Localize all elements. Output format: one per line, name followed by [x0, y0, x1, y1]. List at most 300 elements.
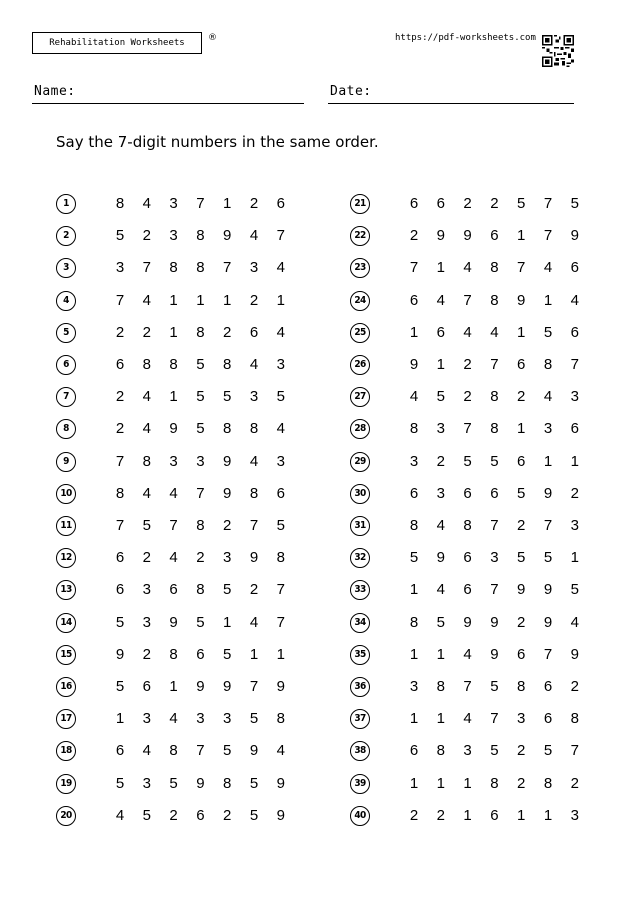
digit: 9 — [169, 420, 178, 438]
digit: 1 — [409, 581, 419, 599]
item-number: 20 — [56, 806, 76, 826]
digit: 1 — [196, 291, 205, 309]
digit: 4 — [249, 452, 259, 470]
item-number: 10 — [56, 484, 76, 504]
digit: 1 — [223, 291, 232, 309]
item-number: 11 — [56, 516, 76, 536]
digit: 1 — [436, 710, 445, 728]
digit: 3 — [169, 452, 178, 470]
digit: 4 — [543, 259, 553, 277]
item-number: 4 — [56, 291, 76, 311]
digit: 9 — [543, 484, 553, 502]
digit: 6 — [409, 742, 419, 760]
item-number: 23 — [350, 258, 370, 278]
digit: 1 — [543, 452, 553, 470]
item-number: 40 — [350, 806, 370, 826]
digit: 5 — [249, 710, 259, 728]
digit: 4 — [142, 420, 151, 438]
digit: 3 — [249, 388, 259, 406]
item-number: 3 — [56, 258, 76, 278]
brand-label: Rehabilitation Worksheets — [32, 32, 202, 54]
digit: 5 — [223, 742, 232, 760]
digit: 5 — [517, 484, 526, 502]
digit: 8 — [169, 742, 178, 760]
digit: 3 — [570, 388, 579, 406]
digit: 8 — [490, 774, 499, 792]
digit: 6 — [169, 581, 178, 599]
digit: 8 — [463, 517, 472, 534]
digit: 2 — [517, 742, 526, 760]
digit: 8 — [490, 388, 499, 406]
digit: 6 — [115, 356, 125, 373]
digit: 6 — [570, 420, 579, 438]
digit: 9 — [436, 227, 445, 245]
digit: 8 — [196, 227, 205, 245]
digit: 1 — [436, 259, 445, 277]
digit: 2 — [570, 484, 579, 502]
digit: 9 — [223, 227, 232, 245]
digit: 1 — [169, 323, 178, 341]
digit: 6 — [436, 323, 445, 341]
digit: 5 — [142, 517, 151, 534]
digit: 1 — [463, 806, 472, 824]
digit: 9 — [490, 613, 499, 631]
digit: 5 — [543, 549, 553, 567]
item-number: 31 — [350, 516, 370, 536]
digit: 9 — [249, 549, 259, 567]
digit: 9 — [223, 484, 232, 502]
digit: 5 — [490, 452, 499, 470]
digit: 2 — [409, 806, 419, 824]
digit: 8 — [196, 259, 205, 277]
digit: 2 — [463, 356, 472, 373]
digit: 1 — [276, 645, 285, 663]
digit: 9 — [463, 613, 472, 631]
digit: 7 — [490, 581, 499, 599]
digit: 3 — [409, 678, 419, 695]
digit: 8 — [223, 774, 232, 792]
digit: 4 — [436, 581, 445, 599]
digit: 2 — [115, 388, 125, 406]
digit: 9 — [223, 678, 232, 695]
digit: 5 — [570, 195, 579, 212]
digit: 3 — [142, 710, 151, 728]
digit: 7 — [490, 710, 499, 728]
digit: 6 — [249, 323, 259, 341]
digit: 7 — [276, 613, 285, 631]
digit: 4 — [249, 227, 259, 245]
digit: 8 — [436, 678, 445, 695]
item-number: 32 — [350, 548, 370, 568]
digit: 2 — [142, 549, 151, 567]
digit: 4 — [463, 259, 472, 277]
digit: 3 — [142, 774, 151, 792]
digit: 3 — [223, 549, 232, 567]
digit: 5 — [115, 678, 125, 695]
item-number: 15 — [56, 645, 76, 665]
digit: 1 — [436, 645, 445, 663]
digit: 6 — [517, 645, 526, 663]
digit: 9 — [276, 806, 285, 824]
digit: 7 — [570, 356, 579, 373]
digit: 9 — [276, 678, 285, 695]
digit: 5 — [249, 774, 259, 792]
digit: 4 — [463, 645, 472, 663]
digit: 8 — [249, 484, 259, 502]
digit: 1 — [436, 356, 445, 373]
digit: 9 — [517, 291, 526, 309]
digit: 6 — [463, 549, 472, 567]
qr-code-icon — [542, 35, 574, 67]
digit: 1 — [517, 806, 526, 824]
digit: 7 — [517, 259, 526, 277]
item-number: 9 — [56, 452, 76, 472]
digit: 8 — [196, 323, 205, 341]
digit: 3 — [543, 420, 553, 438]
digit: 6 — [115, 742, 125, 760]
item-number: 22 — [350, 226, 370, 246]
digit: 8 — [169, 259, 178, 277]
digit: 2 — [249, 291, 259, 309]
item-number: 2 — [56, 226, 76, 246]
item-number: 34 — [350, 613, 370, 633]
digit: 1 — [169, 678, 178, 695]
digit: 2 — [115, 323, 125, 341]
digit: 7 — [490, 356, 499, 373]
digit: 8 — [223, 420, 232, 438]
digit: 4 — [570, 613, 579, 631]
digit: 4 — [276, 259, 285, 277]
item-number: 38 — [350, 741, 370, 761]
digit: 2 — [142, 645, 151, 663]
digit: 7 — [223, 259, 232, 277]
item-number: 16 — [56, 677, 76, 697]
digit: 4 — [570, 291, 579, 309]
item-number: 25 — [350, 323, 370, 343]
digit: 5 — [196, 420, 205, 438]
digit: 9 — [463, 227, 472, 245]
item-number: 29 — [350, 452, 370, 472]
digit: 5 — [543, 323, 553, 341]
digit: 7 — [276, 581, 285, 599]
digit: 1 — [249, 645, 259, 663]
digit: 6 — [517, 356, 526, 373]
digit: 4 — [276, 323, 285, 341]
digit: 4 — [142, 291, 151, 309]
digit: 1 — [223, 195, 232, 212]
item-number: 13 — [56, 580, 76, 600]
digit: 2 — [249, 195, 259, 212]
digit: 3 — [223, 710, 232, 728]
digit: 8 — [436, 742, 445, 760]
date-field[interactable] — [328, 103, 574, 104]
digit: 1 — [543, 291, 553, 309]
digit: 4 — [169, 549, 178, 567]
digit: 1 — [409, 774, 419, 792]
digit: 8 — [409, 517, 419, 534]
digit: 6 — [115, 549, 125, 567]
digit: 8 — [570, 710, 579, 728]
digit: 8 — [249, 420, 259, 438]
digit: 5 — [115, 227, 125, 245]
digit: 7 — [463, 678, 472, 695]
name-field[interactable] — [32, 103, 304, 104]
digit: 2 — [115, 420, 125, 438]
digit: 8 — [517, 678, 526, 695]
digit: 1 — [169, 291, 178, 309]
digit: 6 — [490, 227, 499, 245]
digit: 3 — [196, 452, 205, 470]
digit: 7 — [115, 517, 125, 534]
digit: 9 — [517, 581, 526, 599]
digit: 5 — [463, 452, 472, 470]
digit: 5 — [490, 678, 499, 695]
item-number: 27 — [350, 387, 370, 407]
digit: 5 — [436, 613, 445, 631]
instruction-text: Say the 7-digit numbers in the same order. — [56, 133, 379, 151]
digit: 8 — [409, 420, 419, 438]
digit: 3 — [276, 356, 285, 373]
digit: 7 — [463, 420, 472, 438]
digit: 5 — [276, 388, 285, 406]
digit: 5 — [517, 549, 526, 567]
digit: 7 — [249, 517, 259, 534]
item-number: 35 — [350, 645, 370, 665]
digit: 7 — [249, 678, 259, 695]
digit: 4 — [169, 484, 178, 502]
digit: 6 — [463, 484, 472, 502]
digit: 1 — [543, 806, 553, 824]
digit: 3 — [409, 452, 419, 470]
digit: 2 — [249, 581, 259, 599]
digit: 6 — [490, 484, 499, 502]
digit: 2 — [570, 678, 579, 695]
digit: 8 — [490, 291, 499, 309]
item-number: 33 — [350, 580, 370, 600]
digit: 3 — [436, 484, 445, 502]
digit: 5 — [409, 549, 419, 567]
item-number: 26 — [350, 355, 370, 375]
digit: 7 — [169, 517, 178, 534]
digit: 8 — [196, 581, 205, 599]
digit: 8 — [543, 774, 553, 792]
digit: 9 — [543, 581, 553, 599]
item-number: 21 — [350, 194, 370, 214]
digit: 7 — [142, 259, 151, 277]
digit: 1 — [517, 323, 526, 341]
item-number: 7 — [56, 387, 76, 407]
digit: 7 — [543, 517, 553, 534]
digit: 1 — [223, 613, 232, 631]
digit: 5 — [543, 742, 553, 760]
digit: 5 — [115, 613, 125, 631]
digit: 8 — [142, 356, 151, 373]
digit: 4 — [249, 356, 259, 373]
digit: 2 — [142, 323, 151, 341]
digit: 6 — [142, 678, 151, 695]
digit: 7 — [409, 259, 419, 277]
digit: 2 — [517, 388, 526, 406]
digit: 4 — [142, 195, 151, 212]
digit: 1 — [169, 388, 178, 406]
digit: 8 — [409, 613, 419, 631]
digit: 2 — [196, 549, 205, 567]
item-number: 19 — [56, 774, 76, 794]
digit: 3 — [276, 452, 285, 470]
digit: 6 — [276, 195, 285, 212]
digit: 9 — [196, 678, 205, 695]
digit: 7 — [543, 227, 553, 245]
digit: 6 — [196, 645, 205, 663]
digit: 8 — [115, 195, 125, 212]
digit: 9 — [490, 645, 499, 663]
digit: 5 — [115, 774, 125, 792]
digit: 4 — [142, 484, 151, 502]
digit: 9 — [115, 645, 125, 663]
digit: 1 — [409, 323, 419, 341]
digit: 9 — [436, 549, 445, 567]
digit: 6 — [463, 581, 472, 599]
date-label: Date: — [330, 84, 372, 99]
digit: 6 — [436, 195, 445, 212]
digit: 8 — [276, 549, 285, 567]
digit: 1 — [517, 227, 526, 245]
item-number: 12 — [56, 548, 76, 568]
digit: 8 — [276, 710, 285, 728]
digit: 8 — [169, 645, 178, 663]
digit: 9 — [169, 613, 178, 631]
digit: 8 — [196, 517, 205, 534]
digit: 3 — [142, 613, 151, 631]
digit: 6 — [409, 484, 419, 502]
digit: 2 — [223, 806, 232, 824]
item-number: 5 — [56, 323, 76, 343]
digit: 9 — [570, 227, 579, 245]
digit: 3 — [463, 742, 472, 760]
digit: 2 — [517, 774, 526, 792]
digit: 4 — [436, 291, 445, 309]
digit: 2 — [490, 195, 499, 212]
digit: 5 — [249, 806, 259, 824]
item-number: 28 — [350, 419, 370, 439]
digit: 7 — [115, 291, 125, 309]
digit: 6 — [115, 581, 125, 599]
digit: 5 — [223, 581, 232, 599]
digit: 3 — [517, 710, 526, 728]
digit: 5 — [223, 645, 232, 663]
digit: 8 — [142, 452, 151, 470]
digit: 9 — [543, 613, 553, 631]
item-number: 37 — [350, 709, 370, 729]
digit: 1 — [409, 710, 419, 728]
digit: 2 — [169, 806, 178, 824]
digit: 4 — [142, 388, 151, 406]
digit: 7 — [463, 291, 472, 309]
digit: 4 — [276, 742, 285, 760]
digit: 6 — [543, 678, 553, 695]
digit: 1 — [276, 291, 285, 309]
digit: 2 — [517, 517, 526, 534]
digit: 6 — [409, 291, 419, 309]
digit: 2 — [436, 452, 445, 470]
item-number: 17 — [56, 709, 76, 729]
digit: 8 — [490, 420, 499, 438]
digit: 6 — [196, 806, 205, 824]
item-number: 36 — [350, 677, 370, 697]
digit: 8 — [223, 356, 232, 373]
digit: 7 — [543, 195, 553, 212]
digit: 9 — [276, 774, 285, 792]
digit: 6 — [570, 259, 579, 277]
digit: 1 — [409, 645, 419, 663]
digit: 4 — [276, 420, 285, 438]
digit: 9 — [196, 774, 205, 792]
digit: 4 — [463, 710, 472, 728]
digit: 4 — [463, 323, 472, 341]
digit: 4 — [490, 323, 499, 341]
digit: 7 — [196, 195, 205, 212]
registered-mark: ® — [208, 33, 217, 43]
item-number: 30 — [350, 484, 370, 504]
item-number: 39 — [350, 774, 370, 794]
digit: 1 — [436, 774, 445, 792]
digit: 2 — [409, 227, 419, 245]
digit: 6 — [409, 195, 419, 212]
digit: 5 — [276, 517, 285, 534]
digit: 2 — [223, 517, 232, 534]
digit: 2 — [142, 227, 151, 245]
digit: 8 — [169, 356, 178, 373]
digit: 7 — [115, 452, 125, 470]
digit: 1 — [517, 420, 526, 438]
site-url[interactable]: https://pdf-worksheets.com — [395, 33, 536, 43]
digit: 3 — [570, 517, 579, 534]
digit: 6 — [490, 806, 499, 824]
item-number: 6 — [56, 355, 76, 375]
digit: 5 — [436, 388, 445, 406]
digit: 3 — [436, 420, 445, 438]
digit: 4 — [409, 388, 419, 406]
digit: 6 — [543, 710, 553, 728]
digit: 4 — [169, 710, 178, 728]
digit: 5 — [223, 388, 232, 406]
digit: 5 — [169, 774, 178, 792]
digit: 2 — [463, 388, 472, 406]
digit: 4 — [436, 517, 445, 534]
digit: 4 — [543, 388, 553, 406]
digit: 5 — [196, 388, 205, 406]
digit: 3 — [142, 581, 151, 599]
digit: 3 — [249, 259, 259, 277]
digit: 6 — [276, 484, 285, 502]
digit: 7 — [490, 517, 499, 534]
item-number: 18 — [56, 741, 76, 761]
digit: 5 — [517, 195, 526, 212]
digit: 8 — [543, 356, 553, 373]
digit: 6 — [517, 452, 526, 470]
digit: 5 — [570, 581, 579, 599]
digit: 4 — [142, 742, 151, 760]
digit: 9 — [249, 742, 259, 760]
digit: 7 — [543, 645, 553, 663]
digit: 3 — [196, 710, 205, 728]
digit: 9 — [223, 452, 232, 470]
digit: 2 — [463, 195, 472, 212]
digit: 7 — [570, 742, 579, 760]
digit: 5 — [142, 806, 151, 824]
digit: 7 — [196, 742, 205, 760]
digit: 3 — [169, 195, 178, 212]
